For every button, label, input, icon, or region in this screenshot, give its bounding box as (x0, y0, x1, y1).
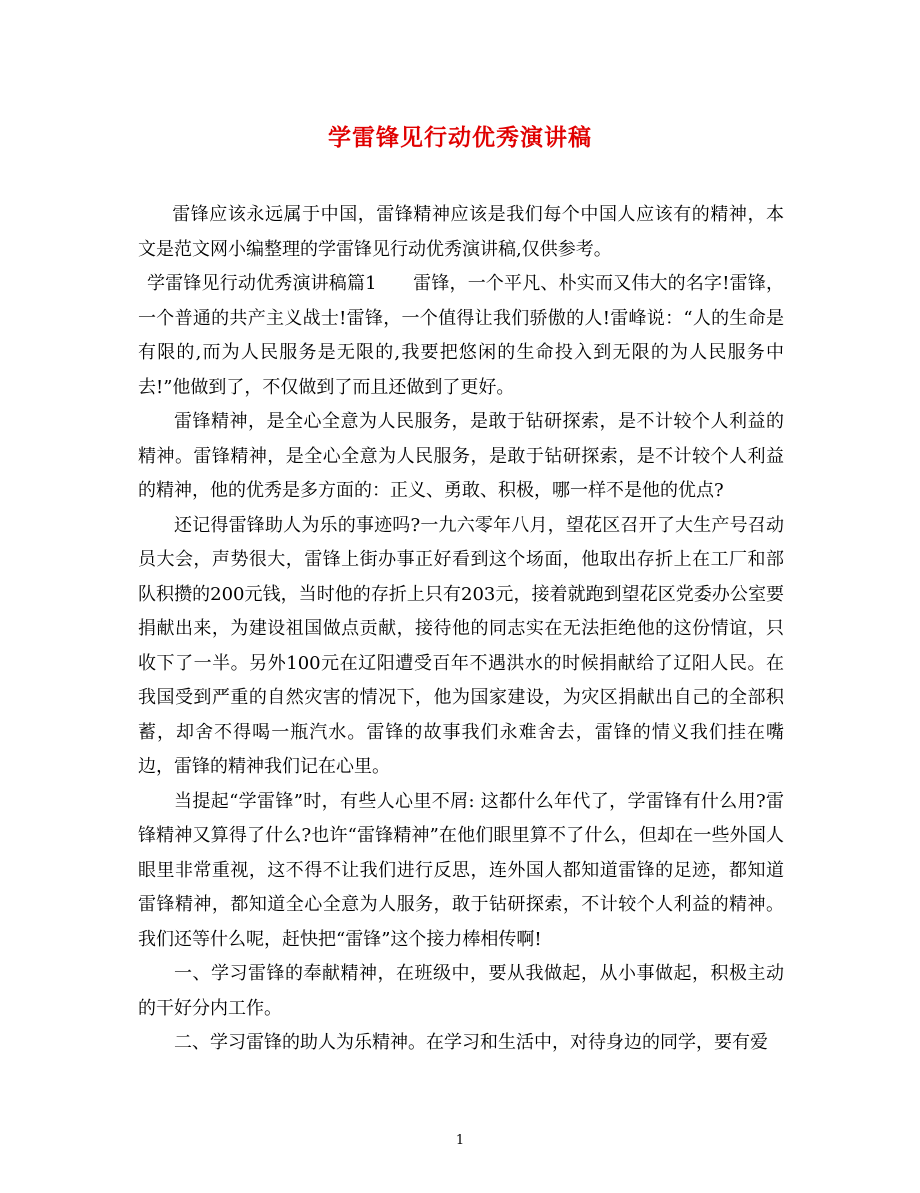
intro-paragraph: 雷锋应该永远属于中国，雷锋精神应该是我们每个中国人应该有的精神，本文是范文网小编整理的学雷锋见行动优秀演讲稿,仅供参考。 (138, 204, 784, 260)
speech-paragraph-1: 学雷锋见行动优秀演讲稿篇1 雷锋，一个平凡、朴实而又伟大的名字!雷锋，一个普通的共产主义战士!雷锋，一个值得让我们骄傲的人!雷峰说：“人的生命是有限的,而为人民服务是无限的,我要把悠闲的生命投入到无限的为人民服务中去!”他做到了，不仅做到了而且还做到了更好。 (138, 273, 784, 398)
speech-paragraph-5: 一、学习雷锋的奉献精神，在班级中，要从我做起，从小事做起，积极主动的干好分内工作。 (138, 963, 784, 1019)
document-title: 学雷锋见行动优秀演讲稿 (328, 124, 592, 151)
document-body (138, 198, 784, 1061)
speech-paragraph-2: 雷锋精神，是全心全意为人民服务，是敢于钻研探索，是不计较个人利益的精神。雷锋精神，是全心全意为人民服务，是敢于钻研探索，是不计较个人利益的精神，他的优秀是多方面的：正义、勇敢、积极，哪一样不是他的优点? (138, 411, 784, 501)
speech-paragraph-3: 还记得雷锋助人为乐的事迹吗?一九六零年八月，望花区召开了大生产号召动员大会，声势很大，雷锋上街办事正好看到这个场面，他取出存折上在工厂和部队积攒的200元钱，当时他的存折上只有203元，接着就跑到望花区党委办公室要捐献出来，为建设祖国做点贡献，接待他的同志实在无法拒绝他的这份情谊，只收下了一半。另外100元在辽阳遭受百年不遇洪水的时候捐献给了辽阳人民。在我国受到严重的自然灾害的情况下，他为国家建设，为灾区捐献出自己的全部积蓄，却舍不得喝一瓶汽水。雷锋的故事我们永难舍去，雷锋的情义我们挂在嘴边，雷锋的精神我们记在心里。 (138, 514, 784, 777)
speech-paragraph-4: 当提起“学雷锋”时，有些人心里不屑: 这都什么年代了，学雷锋有什么用?雷锋精神又算得了什么?也许“雷锋精神”在他们眼里算不了什么，但却在一些外国人眼里非常重视，这不得不让我们进行反思，连外国人都知道雷锋的足迹，都知道雷锋精神，都知道全心全意为人服务，敢于钻研探索，不计较个人利益的精神。我们还等什么呢，赶快把“雷锋”这个接力棒相传啊! (138, 790, 784, 950)
page-number: 1 (455, 1133, 465, 1148)
speech-paragraph-6: 二、学习雷锋的助人为乐精神。在学习和生活中，对待身边的同学，要有爱 (174, 1032, 768, 1053)
